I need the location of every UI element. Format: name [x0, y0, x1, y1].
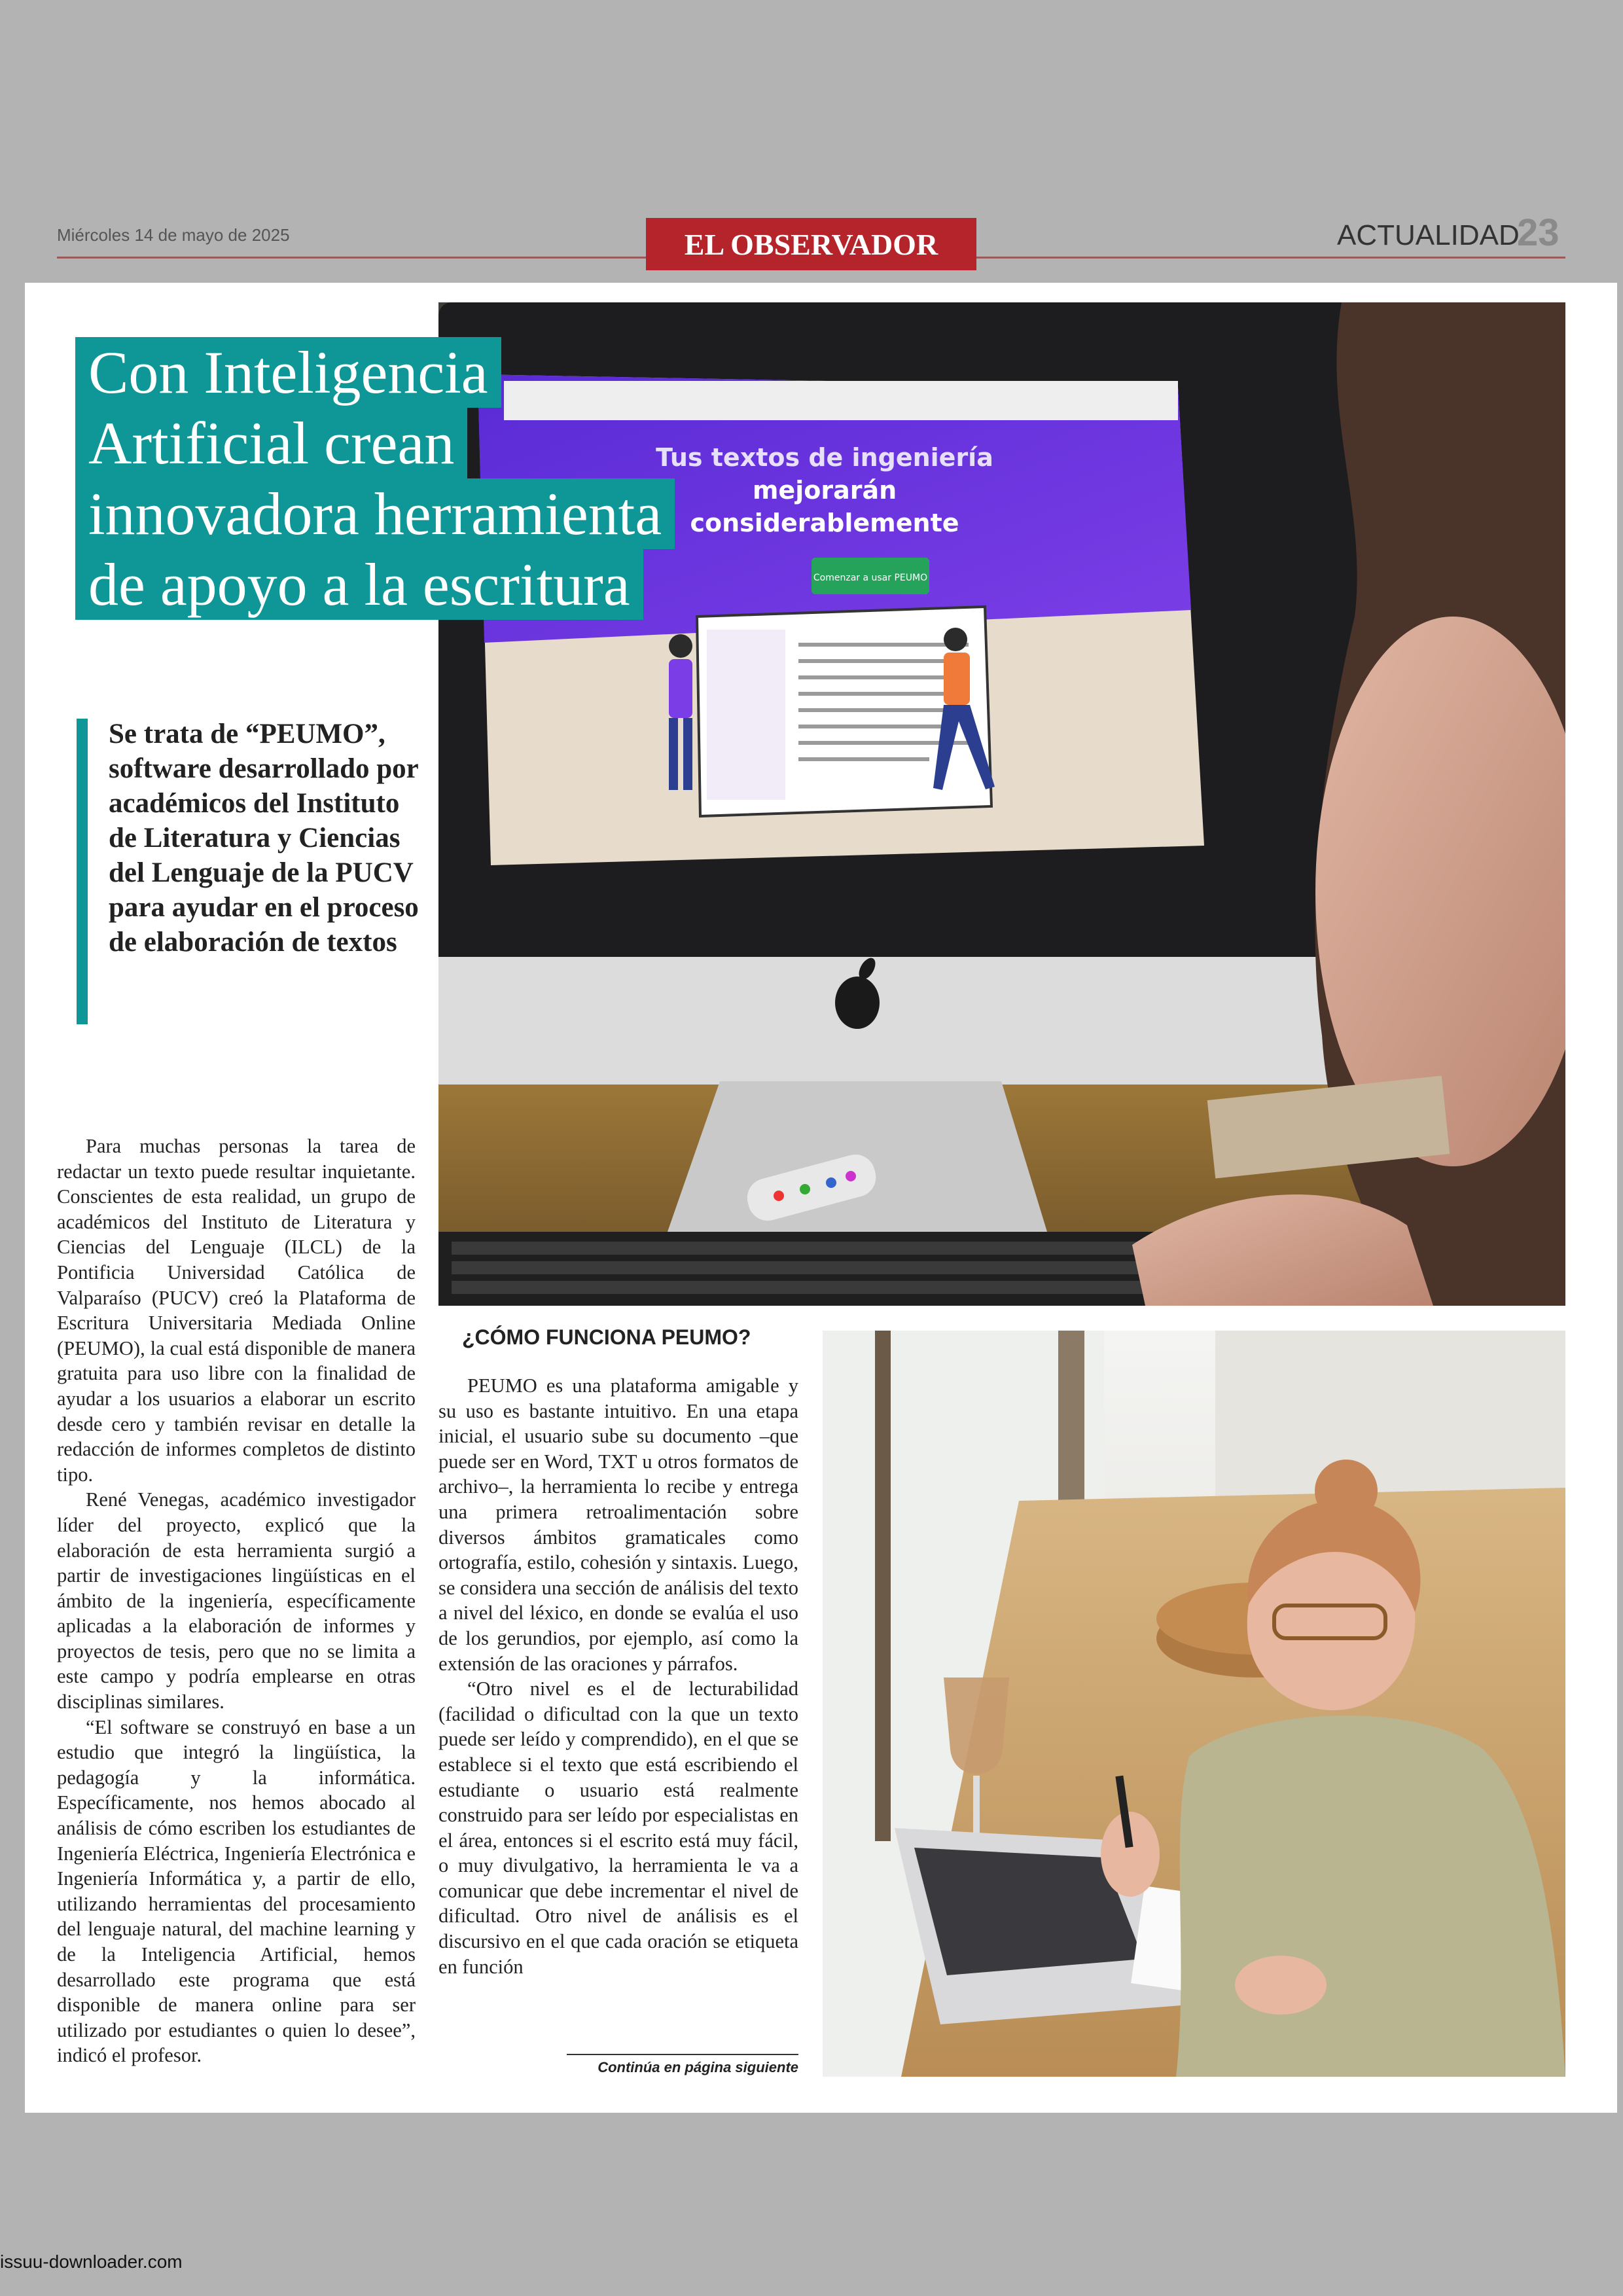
svg-text:Tus textos de ingeniería: Tus textos de ingeniería: [656, 443, 993, 472]
paragraph: PEUMO es una plataforma amigable y su uso es bastante intuitivo. En una etapa inicial, el usuario sube su documento –que puede ser en Word, TXT u otros formatos de archivo–, la herramienta lo recibe y entrega una primera retroalimentación sobre diversos ámbitos gramaticales como ortografía, estilo, cohesión y sintaxis. Luego, se considera una sección de análisis del texto a nivel del léxico, en donde se evalúa el uso de los gerundios, por ejemplo, así como la extensión de las oraciones y párrafos.: [438, 1374, 798, 1675]
body-column-1: [57, 1134, 416, 2068]
headline-line-4: de apoyo a la escritura: [75, 549, 643, 620]
page-number: 23: [1517, 211, 1560, 254]
photo-imac-peumo: [438, 302, 1565, 1306]
headline-line-3: innovadora herramienta: [75, 478, 675, 549]
paragraph: Para muchas personas la tarea de redactar un texto puede resultar inquietante. Conscientes de esta realidad, un grupo de académicos del Instituto de Literatura y Ciencias del Lenguaje (ILCL) de la Pontificia Universidad Católica de Valparaíso (PUCV) creó la Plataforma de Escritura Universitaria Mediada Online (PEUMO), la cual está disponible de manera gratuita para uso libre con la finalidad de ayudar a los usuarios a elaborar un escrito desde cero y también revisar en detalle la redacción de informes completos de distinto tipo.: [57, 1135, 416, 1486]
article-deck: Se trata de “PEUMO”, software desarrollado por académicos del Instituto de Literatura y Ciencias del Lenguaje de la PUCV para ayudar en el proceso de elaboración de textos: [109, 719, 419, 958]
svg-text:Comenzar a usar PEUMO: Comenzar a usar PEUMO: [813, 573, 928, 583]
headline-line-1: Con Inteligencia: [75, 337, 501, 408]
imac-photo-illustration: [438, 302, 1565, 1306]
photo-woman-writing: [823, 1331, 1565, 2077]
footer-watermark: issuu-downloader.com: [0, 2251, 183, 2272]
section-label: ACTUALIDAD: [1337, 219, 1520, 251]
deck-accent-bar: [77, 719, 88, 1024]
continuation-note: Continúa en página siguiente: [597, 2059, 798, 2075]
woman-writing-illustration: [823, 1331, 1565, 2077]
paragraph: René Venegas, académico investigador líder del proyecto, explicó que la elaboración de esta herramienta surgió a partir de investigaciones lingüísticas en el ámbito de la ingeniería, específicamente aplicadas a la elaboración de informes y proyectos de tesis, pero que no se limita a este campo y podría emplearse en otras disciplinas similares.: [57, 1488, 416, 1713]
headline-line-2: Artificial crean: [75, 408, 467, 478]
continuation-rule: [567, 2054, 798, 2055]
svg-text:considerablemente: considerablemente: [690, 509, 959, 537]
svg-text:mejorarán: mejorarán: [752, 476, 897, 505]
body-column-2: [438, 1373, 798, 1979]
masthead-logo: EL OBSERVADOR: [646, 218, 976, 270]
paragraph: “El software se construyó en base a un estudio que integró la lingüística, la pedagogía y la informática. Específicamente, nos hemos abocado al análisis de cómo escriben los estudiantes de Ingeniería Eléctrica, Ingeniería Electrónica e Ingeniería Informática y, a partir de ello, utilizando herramientas del procesamiento del lenguaje natural, del machine learning y de la Inteligencia Artificial, hemos desarrollado este programa que está disponible de manera online para ser utilizado por estudiantes o quien lo desee”, indicó el profesor.: [57, 1715, 416, 2067]
subhead-como-funciona: ¿CÓMO FUNCIONA PEUMO?: [462, 1325, 751, 1349]
issue-date: Miércoles 14 de mayo de 2025: [57, 225, 290, 245]
paragraph: “Otro nivel es el de lecturabilidad (facilidad o dificultad con la que un texto puede ser leído y comprendido), en el que se establece si el texto que está escribiendo el estudiante o usuario está realmente construido para ser leído por especialistas en el área, entonces si el escrito está muy fácil, o muy divulgativo, la herramienta le va a comunicar que debe incrementar el nivel de dificultad. Otro nivel de análisis es el discursivo en el que cada oración se etiqueta en función: [438, 1677, 798, 1978]
